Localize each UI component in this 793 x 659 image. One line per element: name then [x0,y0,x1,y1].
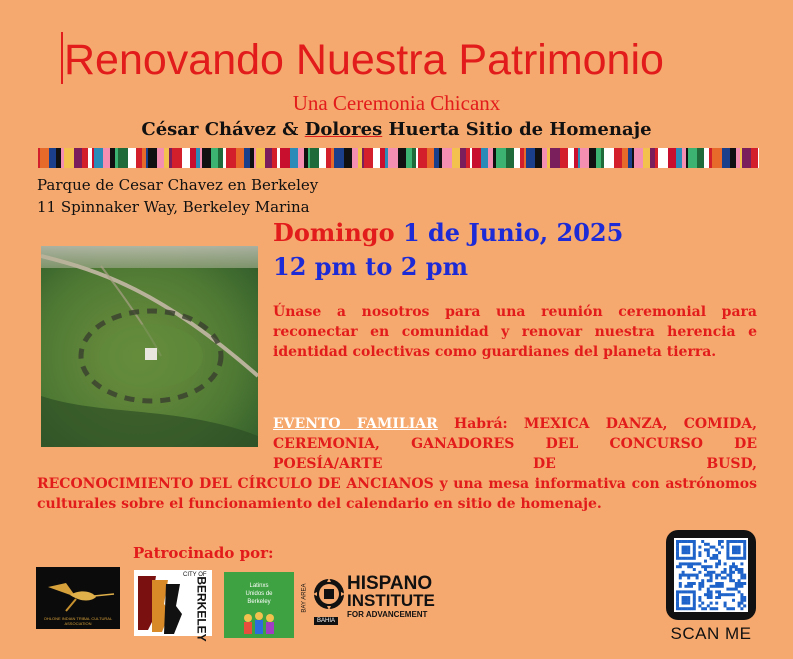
bay-area-label: BAY AREA [301,583,308,613]
event-date-block [273,216,623,284]
scan-me-label: SCAN ME [670,624,752,643]
family-event-label: EVENTO FAMILIAR [273,416,438,432]
logo3-line2: Unidos de [245,591,273,597]
logo3-line1: Latinxs [249,583,269,589]
institute-wordmark: INSTITUTE [347,591,435,610]
event-details-a [273,414,757,474]
invitation-text: Únase a nosotros para una reunión ceremonial para reconectar en comunidad y renovar nuestra herencia e identidad colectivas como guardianes del planeta tierra. [273,304,757,360]
location-block [37,174,318,218]
berkeley-wordmark: BERKELEY [194,576,209,642]
qr-code[interactable] [666,530,756,620]
city-of-label: CITY OF [183,572,207,578]
people-icon [224,572,294,638]
serape-banner [38,148,759,168]
event-date: 1 de Junio, 2025 [402,218,624,247]
street-address: 11 Spinnaker Way, Berkeley Marina [37,198,310,216]
event-day: Domingo [273,218,395,247]
subtitle: Una Ceremonia Chicanx [292,91,501,115]
latinxs-unidos-logo [224,572,294,638]
memorial-heading [0,119,793,140]
sponsors-label: Patrocinado por: [133,544,274,562]
text-cursor [61,32,63,84]
city-of-berkeley-logo [134,570,212,642]
heading-part1: César Chávez & [141,119,299,140]
park-name: Parque de Cesar Chavez en Berkeley [37,176,319,194]
page-title: Renovando Nuestra Patrimonio [64,36,664,84]
heading-part2: Huerta Sitio de Homenaje [388,119,652,140]
heading-dolores: Dolores [304,119,383,140]
hispano-wordmark: HISPANO [347,573,433,594]
for-advancement-text: FOR ADVANCEMENT [347,610,428,619]
qr-code-frame [666,530,756,620]
event-activities: Habrá: MEXICA DANZA, COMIDA, CEREMONIA, GANADORES DEL CONCURSO DE POESÍA/ARTE DE BUSD, [273,416,757,472]
event-details-b: RECONOCIMIENTO DEL CÍRCULO DE ANCIANOS y una mesa informativa con astrónomos culturales sobre el funcionamiento del calendario en sitio de homenaje. [37,476,757,512]
bahia-label: BAHIA [314,617,338,625]
hispano-institute-logo [302,575,434,631]
ohlone-logo-text: OHLONE INDIAN TRIBAL CULTURAL ASSOCIATION [43,616,113,626]
event-time: 12 pm to 2 pm [273,252,468,281]
ohlone-logo [36,567,120,629]
aerial-photo [41,246,258,447]
aztec-sun-icon [312,577,346,617]
logo3-line3: Berkeley [247,599,271,605]
